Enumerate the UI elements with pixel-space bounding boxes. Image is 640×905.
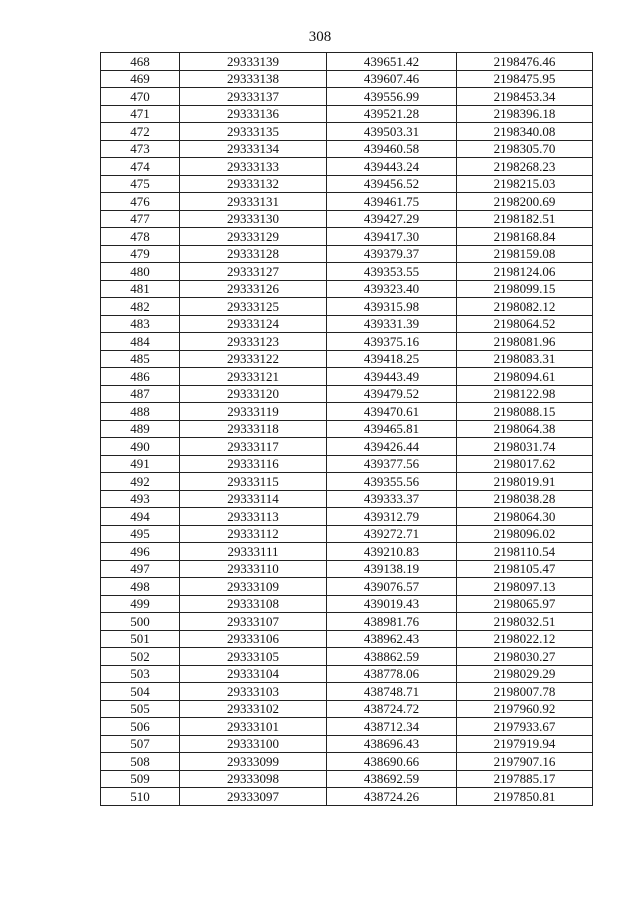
point-id-cell: 29333099 xyxy=(180,753,327,771)
y-coordinate-cell: 2198082.12 xyxy=(457,298,593,316)
point-number-cell: 507 xyxy=(101,735,180,753)
point-id-cell: 29333134 xyxy=(180,140,327,158)
point-id-cell: 29333136 xyxy=(180,105,327,123)
y-coordinate-cell: 2198029.29 xyxy=(457,665,593,683)
y-coordinate-cell: 2198099.15 xyxy=(457,280,593,298)
point-id-cell: 29333108 xyxy=(180,595,327,613)
table-row xyxy=(101,578,593,596)
point-number-cell: 510 xyxy=(101,788,180,806)
point-id-cell: 29333097 xyxy=(180,788,327,806)
point-id-cell: 29333128 xyxy=(180,245,327,263)
y-coordinate-cell: 2197960.92 xyxy=(457,700,593,718)
table-row xyxy=(101,735,593,753)
point-number-cell: 506 xyxy=(101,718,180,736)
y-coordinate-cell: 2198124.06 xyxy=(457,263,593,281)
x-coordinate-cell: 439461.75 xyxy=(327,193,457,211)
x-coordinate-cell: 439375.16 xyxy=(327,333,457,351)
x-coordinate-cell: 439331.39 xyxy=(327,315,457,333)
point-number-cell: 478 xyxy=(101,228,180,246)
x-coordinate-cell: 439353.55 xyxy=(327,263,457,281)
point-number-cell: 489 xyxy=(101,420,180,438)
point-number-cell: 493 xyxy=(101,490,180,508)
x-coordinate-cell: 439333.37 xyxy=(327,490,457,508)
point-number-cell: 469 xyxy=(101,70,180,88)
table-row xyxy=(101,70,593,88)
x-coordinate-cell: 439019.43 xyxy=(327,595,457,613)
point-number-cell: 500 xyxy=(101,613,180,631)
table-row xyxy=(101,298,593,316)
point-id-cell: 29333101 xyxy=(180,718,327,736)
x-coordinate-cell: 438748.71 xyxy=(327,683,457,701)
table-row xyxy=(101,158,593,176)
point-number-cell: 505 xyxy=(101,700,180,718)
x-coordinate-cell: 438778.06 xyxy=(327,665,457,683)
point-number-cell: 499 xyxy=(101,595,180,613)
y-coordinate-cell: 2198215.03 xyxy=(457,175,593,193)
point-id-cell: 29333109 xyxy=(180,578,327,596)
point-number-cell: 479 xyxy=(101,245,180,263)
x-coordinate-cell: 439443.49 xyxy=(327,368,457,386)
point-id-cell: 29333112 xyxy=(180,525,327,543)
y-coordinate-cell: 2198396.18 xyxy=(457,105,593,123)
y-coordinate-cell: 2198340.08 xyxy=(457,123,593,141)
point-number-cell: 496 xyxy=(101,543,180,561)
point-number-cell: 490 xyxy=(101,438,180,456)
y-coordinate-cell: 2198110.54 xyxy=(457,543,593,561)
table-row xyxy=(101,368,593,386)
point-id-cell: 29333113 xyxy=(180,508,327,526)
point-id-cell: 29333127 xyxy=(180,263,327,281)
x-coordinate-cell: 439521.28 xyxy=(327,105,457,123)
point-id-cell: 29333119 xyxy=(180,403,327,421)
y-coordinate-cell: 2198030.27 xyxy=(457,648,593,666)
point-number-cell: 480 xyxy=(101,263,180,281)
coordinate-table-body xyxy=(101,53,593,806)
table-row xyxy=(101,140,593,158)
point-id-cell: 29333131 xyxy=(180,193,327,211)
table-row xyxy=(101,508,593,526)
y-coordinate-cell: 2197907.16 xyxy=(457,753,593,771)
table-row xyxy=(101,455,593,473)
table-row xyxy=(101,193,593,211)
y-coordinate-cell: 2198094.61 xyxy=(457,368,593,386)
y-coordinate-cell: 2198038.28 xyxy=(457,490,593,508)
x-coordinate-cell: 438696.43 xyxy=(327,735,457,753)
x-coordinate-cell: 438724.26 xyxy=(327,788,457,806)
y-coordinate-cell: 2198105.47 xyxy=(457,560,593,578)
table-row xyxy=(101,665,593,683)
table-row xyxy=(101,280,593,298)
point-number-cell: 477 xyxy=(101,210,180,228)
point-id-cell: 29333110 xyxy=(180,560,327,578)
x-coordinate-cell: 438862.59 xyxy=(327,648,457,666)
table-row xyxy=(101,88,593,106)
y-coordinate-cell: 2198022.12 xyxy=(457,630,593,648)
y-coordinate-cell: 2198065.97 xyxy=(457,595,593,613)
y-coordinate-cell: 2198064.38 xyxy=(457,420,593,438)
table-row xyxy=(101,438,593,456)
table-row xyxy=(101,350,593,368)
point-id-cell: 29333138 xyxy=(180,70,327,88)
x-coordinate-cell: 438692.59 xyxy=(327,770,457,788)
point-id-cell: 29333105 xyxy=(180,648,327,666)
point-id-cell: 29333139 xyxy=(180,53,327,71)
y-coordinate-cell: 2198453.34 xyxy=(457,88,593,106)
x-coordinate-cell: 438962.43 xyxy=(327,630,457,648)
table-row xyxy=(101,245,593,263)
table-row xyxy=(101,630,593,648)
y-coordinate-cell: 2198083.31 xyxy=(457,350,593,368)
x-coordinate-cell: 439456.52 xyxy=(327,175,457,193)
y-coordinate-cell: 2198182.51 xyxy=(457,210,593,228)
table-row xyxy=(101,770,593,788)
point-number-cell: 484 xyxy=(101,333,180,351)
y-coordinate-cell: 2198305.70 xyxy=(457,140,593,158)
x-coordinate-cell: 439651.42 xyxy=(327,53,457,71)
table-row xyxy=(101,718,593,736)
point-number-cell: 471 xyxy=(101,105,180,123)
point-number-cell: 497 xyxy=(101,560,180,578)
x-coordinate-cell: 439312.79 xyxy=(327,508,457,526)
x-coordinate-cell: 439443.24 xyxy=(327,158,457,176)
point-id-cell: 29333104 xyxy=(180,665,327,683)
table-row xyxy=(101,210,593,228)
point-number-cell: 503 xyxy=(101,665,180,683)
table-row xyxy=(101,473,593,491)
x-coordinate-cell: 439272.71 xyxy=(327,525,457,543)
point-id-cell: 29333121 xyxy=(180,368,327,386)
x-coordinate-cell: 439460.58 xyxy=(327,140,457,158)
x-coordinate-cell: 439315.98 xyxy=(327,298,457,316)
point-id-cell: 29333129 xyxy=(180,228,327,246)
point-number-cell: 509 xyxy=(101,770,180,788)
point-id-cell: 29333111 xyxy=(180,543,327,561)
point-number-cell: 488 xyxy=(101,403,180,421)
y-coordinate-cell: 2198268.23 xyxy=(457,158,593,176)
y-coordinate-cell: 2198476.46 xyxy=(457,53,593,71)
x-coordinate-cell: 439210.83 xyxy=(327,543,457,561)
table-row xyxy=(101,543,593,561)
point-id-cell: 29333100 xyxy=(180,735,327,753)
y-coordinate-cell: 2198159.08 xyxy=(457,245,593,263)
y-coordinate-cell: 2198031.74 xyxy=(457,438,593,456)
point-id-cell: 29333123 xyxy=(180,333,327,351)
x-coordinate-cell: 438690.66 xyxy=(327,753,457,771)
table-row xyxy=(101,228,593,246)
x-coordinate-cell: 439503.31 xyxy=(327,123,457,141)
x-coordinate-cell: 439076.57 xyxy=(327,578,457,596)
y-coordinate-cell: 2198475.95 xyxy=(457,70,593,88)
x-coordinate-cell: 439607.46 xyxy=(327,70,457,88)
point-id-cell: 29333125 xyxy=(180,298,327,316)
x-coordinate-cell: 438724.72 xyxy=(327,700,457,718)
point-number-cell: 475 xyxy=(101,175,180,193)
table-row xyxy=(101,595,593,613)
table-row xyxy=(101,333,593,351)
point-number-cell: 472 xyxy=(101,123,180,141)
table-row xyxy=(101,53,593,71)
point-id-cell: 29333103 xyxy=(180,683,327,701)
y-coordinate-cell: 2198122.98 xyxy=(457,385,593,403)
table-row xyxy=(101,490,593,508)
point-id-cell: 29333124 xyxy=(180,315,327,333)
point-number-cell: 498 xyxy=(101,578,180,596)
point-id-cell: 29333106 xyxy=(180,630,327,648)
point-number-cell: 491 xyxy=(101,455,180,473)
y-coordinate-cell: 2198007.78 xyxy=(457,683,593,701)
point-id-cell: 29333107 xyxy=(180,613,327,631)
point-number-cell: 476 xyxy=(101,193,180,211)
y-coordinate-cell: 2198088.15 xyxy=(457,403,593,421)
table-row xyxy=(101,788,593,806)
table-row xyxy=(101,753,593,771)
point-id-cell: 29333137 xyxy=(180,88,327,106)
point-number-cell: 487 xyxy=(101,385,180,403)
point-number-cell: 501 xyxy=(101,630,180,648)
x-coordinate-cell: 438712.34 xyxy=(327,718,457,736)
point-id-cell: 29333132 xyxy=(180,175,327,193)
point-id-cell: 29333102 xyxy=(180,700,327,718)
y-coordinate-cell: 2198032.51 xyxy=(457,613,593,631)
point-id-cell: 29333098 xyxy=(180,770,327,788)
coordinate-table xyxy=(100,52,593,806)
y-coordinate-cell: 2197850.81 xyxy=(457,788,593,806)
y-coordinate-cell: 2198168.84 xyxy=(457,228,593,246)
point-id-cell: 29333135 xyxy=(180,123,327,141)
x-coordinate-cell: 439427.29 xyxy=(327,210,457,228)
point-id-cell: 29333120 xyxy=(180,385,327,403)
table-row xyxy=(101,263,593,281)
x-coordinate-cell: 439470.61 xyxy=(327,403,457,421)
x-coordinate-cell: 439323.40 xyxy=(327,280,457,298)
table-row xyxy=(101,560,593,578)
point-number-cell: 473 xyxy=(101,140,180,158)
x-coordinate-cell: 439556.99 xyxy=(327,88,457,106)
point-number-cell: 495 xyxy=(101,525,180,543)
point-number-cell: 474 xyxy=(101,158,180,176)
y-coordinate-cell: 2198017.62 xyxy=(457,455,593,473)
point-number-cell: 494 xyxy=(101,508,180,526)
y-coordinate-cell: 2198019.91 xyxy=(457,473,593,491)
x-coordinate-cell: 439355.56 xyxy=(327,473,457,491)
point-id-cell: 29333118 xyxy=(180,420,327,438)
point-id-cell: 29333114 xyxy=(180,490,327,508)
point-number-cell: 481 xyxy=(101,280,180,298)
point-number-cell: 508 xyxy=(101,753,180,771)
point-id-cell: 29333126 xyxy=(180,280,327,298)
y-coordinate-cell: 2197885.17 xyxy=(457,770,593,788)
y-coordinate-cell: 2198064.52 xyxy=(457,315,593,333)
table-row xyxy=(101,613,593,631)
x-coordinate-cell: 439418.25 xyxy=(327,350,457,368)
x-coordinate-cell: 439379.37 xyxy=(327,245,457,263)
x-coordinate-cell: 438981.76 xyxy=(327,613,457,631)
table-row xyxy=(101,105,593,123)
table-row xyxy=(101,175,593,193)
table-row xyxy=(101,385,593,403)
point-id-cell: 29333130 xyxy=(180,210,327,228)
point-number-cell: 504 xyxy=(101,683,180,701)
point-number-cell: 492 xyxy=(101,473,180,491)
table-row xyxy=(101,525,593,543)
point-number-cell: 483 xyxy=(101,315,180,333)
table-row xyxy=(101,403,593,421)
x-coordinate-cell: 439465.81 xyxy=(327,420,457,438)
x-coordinate-cell: 439138.19 xyxy=(327,560,457,578)
table-row xyxy=(101,420,593,438)
point-id-cell: 29333116 xyxy=(180,455,327,473)
x-coordinate-cell: 439426.44 xyxy=(327,438,457,456)
x-coordinate-cell: 439417.30 xyxy=(327,228,457,246)
y-coordinate-cell: 2198096.02 xyxy=(457,525,593,543)
y-coordinate-cell: 2198200.69 xyxy=(457,193,593,211)
point-number-cell: 502 xyxy=(101,648,180,666)
point-number-cell: 486 xyxy=(101,368,180,386)
table-row xyxy=(101,648,593,666)
table-row xyxy=(101,683,593,701)
x-coordinate-cell: 439377.56 xyxy=(327,455,457,473)
y-coordinate-cell: 2198097.13 xyxy=(457,578,593,596)
point-id-cell: 29333133 xyxy=(180,158,327,176)
point-number-cell: 468 xyxy=(101,53,180,71)
x-coordinate-cell: 439479.52 xyxy=(327,385,457,403)
point-number-cell: 470 xyxy=(101,88,180,106)
point-id-cell: 29333122 xyxy=(180,350,327,368)
point-number-cell: 485 xyxy=(101,350,180,368)
point-id-cell: 29333117 xyxy=(180,438,327,456)
point-id-cell: 29333115 xyxy=(180,473,327,491)
y-coordinate-cell: 2198081.96 xyxy=(457,333,593,351)
y-coordinate-cell: 2197933.67 xyxy=(457,718,593,736)
table-row xyxy=(101,315,593,333)
point-number-cell: 482 xyxy=(101,298,180,316)
y-coordinate-cell: 2197919.94 xyxy=(457,735,593,753)
y-coordinate-cell: 2198064.30 xyxy=(457,508,593,526)
page-number: 308 xyxy=(308,29,332,45)
table-row xyxy=(101,700,593,718)
table-row xyxy=(101,123,593,141)
